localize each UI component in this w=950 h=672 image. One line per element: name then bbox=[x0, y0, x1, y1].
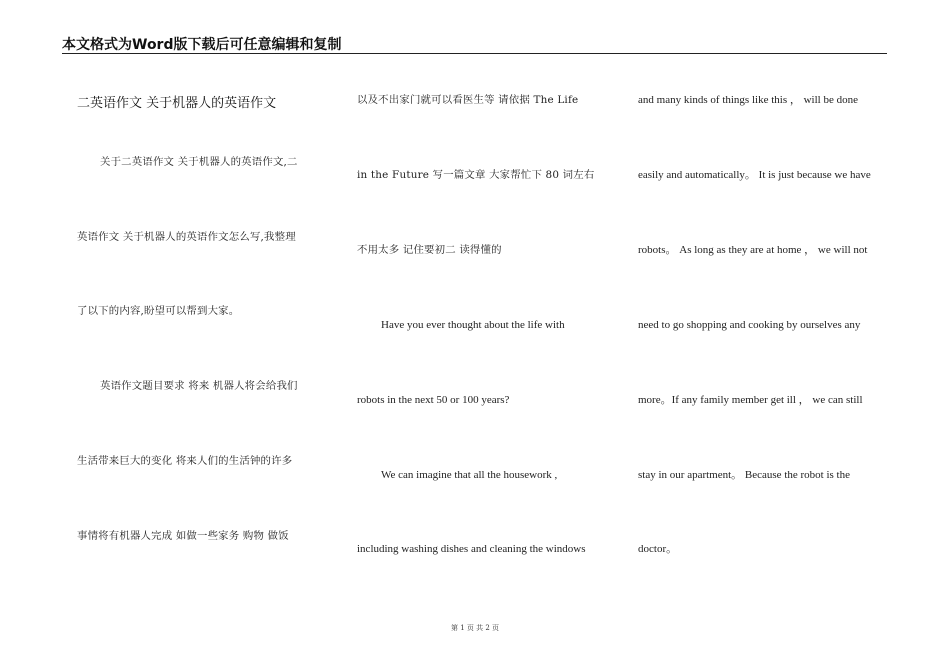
header-rule bbox=[62, 53, 887, 54]
text-line: doctor。 bbox=[638, 543, 678, 555]
text-line: Have you ever thought about the life with bbox=[381, 319, 565, 331]
text-line: 了以下的内容,盼望可以帮到大家。 bbox=[77, 305, 240, 317]
header-title: 本文格式为Word版下载后可任意编辑和复制 bbox=[62, 37, 342, 53]
text-line: easily and automatically。 It is just because we have bbox=[638, 169, 871, 181]
text-line: more。If any family member get ill ， we can still bbox=[638, 394, 863, 406]
text-line: need to go shopping and cooking by ourselves any bbox=[638, 319, 861, 331]
text-line: 关于二英语作文 关于机器人的英语作文,二 bbox=[100, 156, 298, 168]
text-line: We can imagine that all the housework , bbox=[381, 469, 558, 481]
text-line: 生活带来巨大的变化 将来人们的生活钟的许多 bbox=[77, 455, 293, 467]
text-line: 事情将有机器人完成 如做一些家务 购物 做饭 bbox=[77, 530, 289, 542]
page-number: 第 1 页 共 2 页 bbox=[450, 624, 500, 632]
text-line: robots。 As long as they are at home ， we will not bbox=[638, 244, 868, 256]
text-line: including washing dishes and cleaning the windows bbox=[357, 543, 586, 555]
text-line: 英语作文题目要求 将来 机器人将会给我们 bbox=[100, 380, 298, 392]
text-line: and many kinds of things like this ， will be done bbox=[638, 94, 858, 106]
text-line: 英语作文 关于机器人的英语作文怎么写,我整理 bbox=[77, 231, 296, 243]
text-line: stay in our apartment。 Because the robot is the bbox=[638, 469, 850, 481]
text-line: in the Future 写一篇文章 大家帮忙下 80 词左右 bbox=[357, 169, 595, 181]
text-line: 以及不出家门就可以看医生等 请依据 The Life bbox=[357, 94, 579, 106]
document-title: 二英语作文 关于机器人的英语作文 bbox=[77, 96, 277, 111]
text-line: 不用太多 记住要初二 读得懂的 bbox=[357, 244, 502, 256]
text-line: robots in the next 50 or 100 years? bbox=[357, 394, 510, 406]
